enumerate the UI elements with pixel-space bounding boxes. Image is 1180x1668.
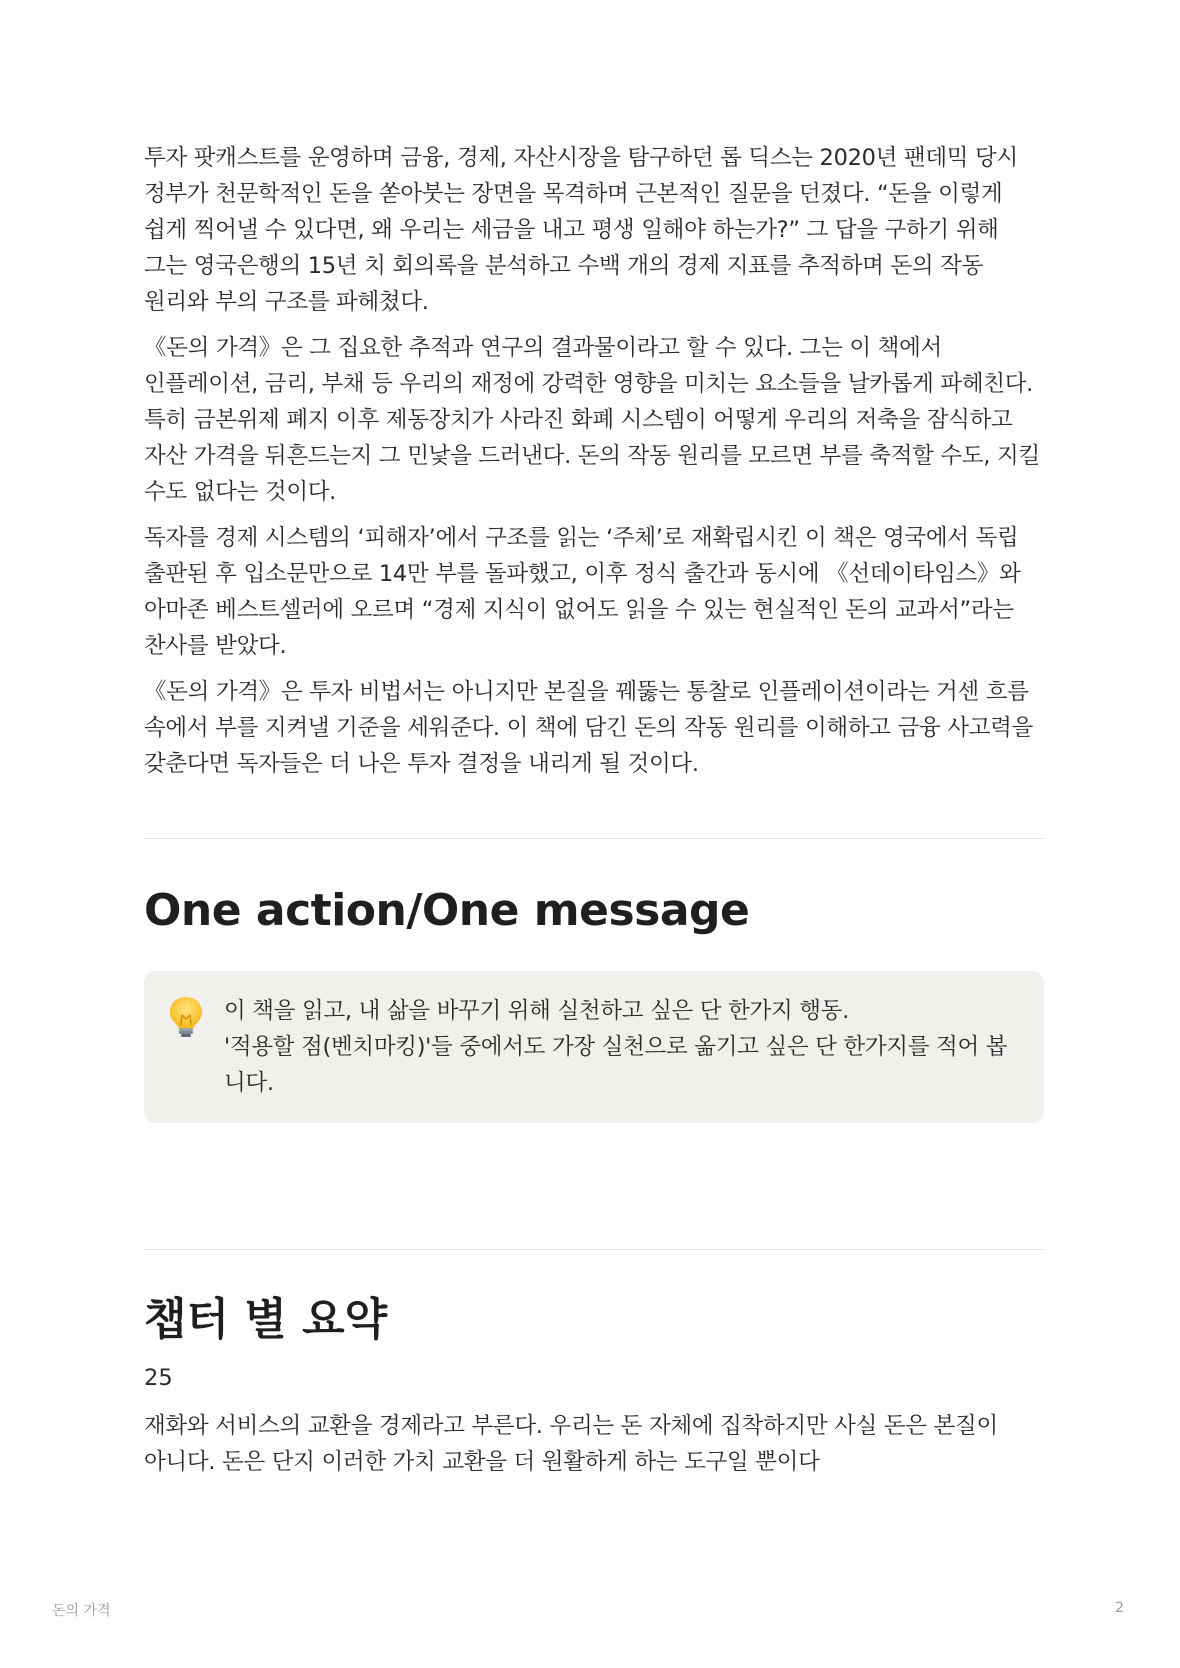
callout-line-2: '적용할 점(벤치마킹)'들 중에서도 가장 실천으로 옮기고 싶은 단 한가지를 적어 봅니다. xyxy=(224,1034,1008,1096)
footer-page-number: 2 xyxy=(1115,1600,1124,1616)
intro-paragraph-4: 《돈의 가격》은 투자 비법서는 아니지만 본질을 꿰뚫는 통찰로 인플레이션이라는 거센 흐름 속에서 부를 지켜낼 기준을 세워준다. 이 책에 담긴 돈의 작동 원리를 이해하고 금융 사고력을 갖춘다면 독자들은 더 나은 투자 결정을 내리게 될 것이다. xyxy=(144,679,1034,777)
lightbulb-icon xyxy=(168,993,224,1039)
section-divider xyxy=(144,838,1044,839)
page-content xyxy=(144,140,1044,1490)
footer-book-title: 돈의 가격 xyxy=(52,1603,111,1619)
chapter-summary-heading: 챕터 별 요약 xyxy=(144,1294,388,1345)
chapter-summary-text: 재화와 서비스의 교환을 경제라고 부른다. 우리는 돈 자체에 집착하지만 사실 돈은 본질이 아니다. 돈은 단지 이러한 가치 교환을 더 원활하게 하는 도구일 뿐이다 xyxy=(144,1413,998,1475)
callout-text xyxy=(224,993,1014,1101)
callout-line-1: 이 책을 읽고, 내 삶을 바꾸기 위해 실천하고 싶은 단 한가지 행동. xyxy=(224,998,849,1024)
intro-paragraph-2: 《돈의 가격》은 그 집요한 추적과 연구의 결과물이라고 할 수 있다. 그는 이 책에서 인플레이션, 금리, 부채 등 우리의 재정에 강력한 영향을 미치는 요소들을 날카롭게 파헤친다. 특히 금본위제 폐지 이후 제동장치가 사라진 화폐 시스템이 어떻게 우리의 저축을 잠식하고 자산 가격을 뒤흔드는지 그 민낯을 드러낸다. 돈의 작동 원리를 모르면 부를 축적할 수도, 지킬 수도 없다는 것이다. xyxy=(144,335,1040,505)
one-action-callout xyxy=(144,971,1044,1123)
section-divider xyxy=(144,1249,1044,1250)
intro-paragraph-3: 독자를 경제 시스템의 ‘피해자’에서 구조를 읽는 ‘주체’로 재확립시킨 이 책은 영국에서 독립 출판된 후 입소문만으로 14만 부를 돌파했고, 이후 정식 출간과 동시에 《선데이타임스》와 아마존 베스트셀러에 오르며 “경제 지식이 없어도 읽을 수 있는 현실적인 돈의 교과서”라는 찬사를 받았다. xyxy=(144,525,1021,659)
chapter-page-ref: 25 xyxy=(144,1365,173,1391)
intro-paragraph-1: 투자 팟캐스트를 운영하며 금융, 경제, 자산시장을 탐구하던 롭 딕스는 2020년 팬데믹 당시 정부가 천문학적인 돈을 쏟아붓는 장면을 목격하며 근본적인 질문을 던졌다. “돈을 이렇게 쉽게 찍어낼 수 있다면, 왜 우리는 세금을 내고 평생 일해야 하는가?” 그 답을 구하기 위해 그는 영국은행의 15년 치 회의록을 분석하고 수백 개의 경제 지표를 추적하며 돈의 작동 원리와 부의 구조를 파헤쳤다. xyxy=(144,145,1018,315)
one-action-heading: One action/One message xyxy=(144,885,750,936)
